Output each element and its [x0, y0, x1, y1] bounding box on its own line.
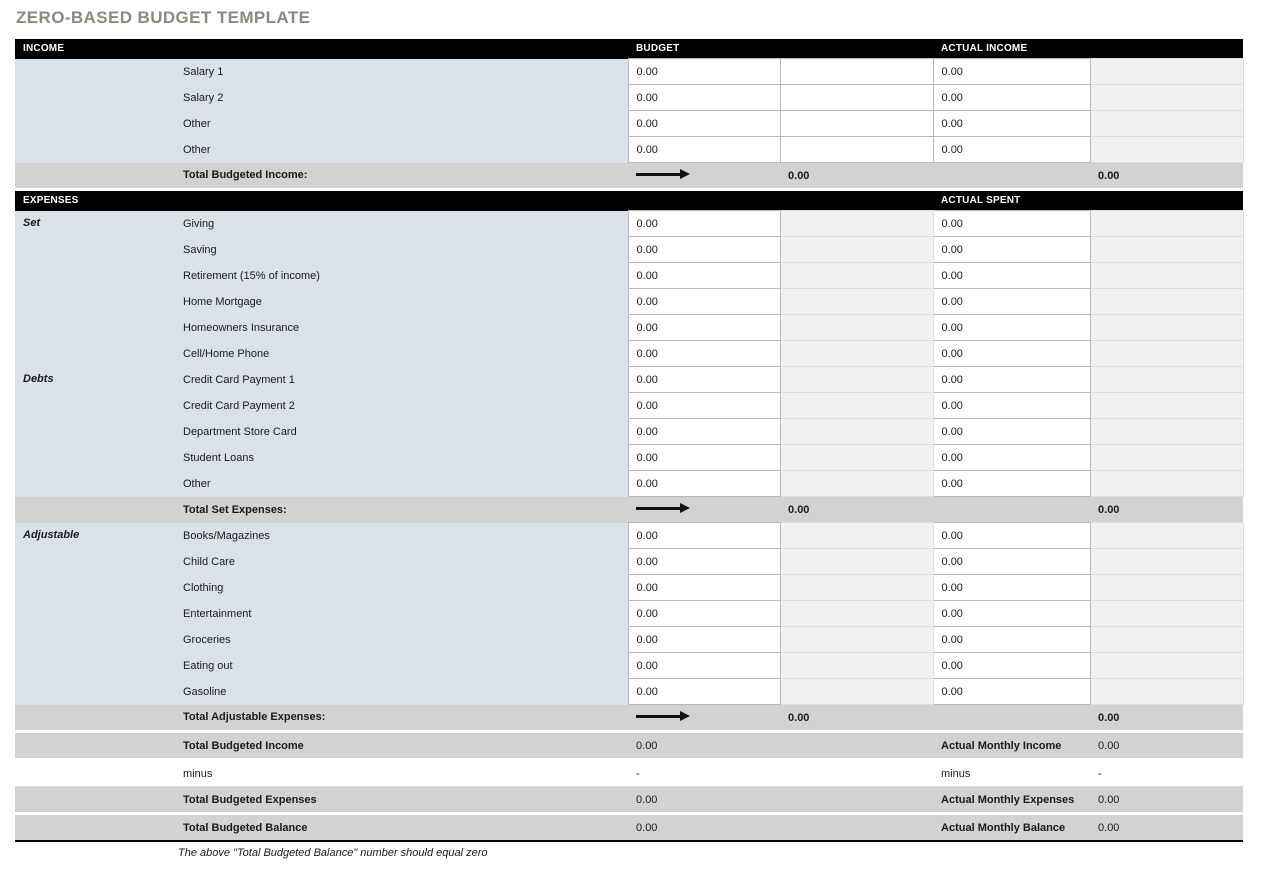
summary-right-label: Actual Monthly Income: [933, 732, 1090, 760]
budget-input-cell[interactable]: 0.00: [628, 59, 780, 85]
expense-item-label: Giving: [175, 211, 628, 237]
expense-row: [15, 211, 1243, 237]
summary-total-row: [15, 814, 1243, 842]
total-spacer-cell: [933, 705, 1090, 732]
spacer-cell: [1090, 549, 1243, 575]
income-category-cell: [15, 111, 175, 137]
expenses-header-bar: [15, 190, 1243, 211]
expense-item-label: Entertainment: [175, 601, 628, 627]
spacer-cell: [780, 315, 933, 341]
spacer-cell: [1090, 575, 1243, 601]
budget-input-cell[interactable]: 0.00: [628, 111, 780, 137]
income-item-label: Other: [175, 137, 628, 163]
spacer-cell: [1090, 289, 1243, 315]
spacer-cell: [1090, 653, 1243, 679]
income-header-label: INCOME: [15, 39, 628, 59]
footnote: The above "Total Budgeted Balance" number should equal zero: [178, 847, 488, 859]
summary-budget-value: 0.00: [628, 814, 780, 842]
income-item-label: Salary 2: [175, 85, 628, 111]
actual-spent-input-cell[interactable]: 0.00: [933, 315, 1090, 341]
actual-income-input-cell[interactable]: 0.00: [933, 59, 1090, 85]
summary-rows-section: [15, 732, 1243, 842]
expense-row: [15, 575, 1243, 601]
spacer-cell: [1090, 471, 1243, 497]
expense-item-label: Books/Magazines: [175, 523, 628, 549]
budget-input-cell[interactable]: 0.00: [628, 85, 780, 111]
expense-row: [15, 419, 1243, 445]
summary-right-label: minus: [933, 760, 1090, 787]
actual-spent-input-cell[interactable]: 0.00: [933, 549, 1090, 575]
budget-column-header: BUDGET: [628, 39, 780, 59]
spacer-cell: [780, 289, 933, 315]
expense-row: [15, 367, 1243, 393]
spacer-cell: [780, 627, 933, 653]
spacer-cell: [1090, 85, 1243, 111]
actual-spent-input-cell[interactable]: 0.00: [933, 471, 1090, 497]
right-arrow-icon: [636, 507, 680, 510]
spacer-cell: [780, 263, 933, 289]
summary-budget-value: 0.00: [628, 787, 780, 814]
bar-spacer: [628, 190, 780, 211]
budget-total-arrow-cell: [628, 497, 780, 523]
summary-spacer-cell: [780, 787, 933, 814]
budget-total-arrow-cell: [628, 163, 780, 190]
expense-item-label: Gasoline: [175, 679, 628, 705]
summary-total-row: [15, 787, 1243, 814]
actual-spent-input-cell[interactable]: 0.00: [933, 237, 1090, 263]
summary-budget-value: 0.00: [628, 732, 780, 760]
summary-spacer-cell: [15, 760, 175, 787]
actual-income-input-cell[interactable]: 0.00: [933, 111, 1090, 137]
spacer-cell: [1090, 601, 1243, 627]
expense-row: [15, 471, 1243, 497]
expense-item-label: Eating out: [175, 653, 628, 679]
summary-spacer-cell: [15, 787, 175, 814]
summary-right-value: -: [1090, 760, 1243, 787]
spacer-cell: [1090, 523, 1243, 549]
income-category-cell: [15, 85, 175, 111]
expense-item-label: Credit Card Payment 2: [175, 393, 628, 419]
budget-input-cell[interactable]: 0.00: [628, 653, 780, 679]
summary-total-row: [15, 732, 1243, 760]
actual-spent-input-cell[interactable]: 0.00: [933, 679, 1090, 705]
income-row: [15, 59, 1243, 85]
bar-spacer: [780, 39, 933, 59]
budget-extra-cell[interactable]: [780, 137, 933, 163]
actual-spent-input-cell[interactable]: 0.00: [933, 367, 1090, 393]
summary-row-label: Total Budgeted Income: [175, 732, 628, 760]
actual-spent-input-cell[interactable]: 0.00: [933, 263, 1090, 289]
budget-input-cell[interactable]: 0.00: [628, 471, 780, 497]
budget-input-cell[interactable]: 0.00: [628, 575, 780, 601]
spacer-cell: [1090, 341, 1243, 367]
right-arrow-icon: [636, 173, 680, 176]
budget-input-cell[interactable]: 0.00: [628, 211, 780, 237]
expense-row: [15, 627, 1243, 653]
actual-spent-input-cell[interactable]: 0.00: [933, 393, 1090, 419]
spacer-cell: [1090, 59, 1243, 85]
total-spacer-cell: [15, 497, 175, 523]
expense-item-label: Child Care: [175, 549, 628, 575]
budget-input-cell[interactable]: 0.00: [628, 263, 780, 289]
summary-right-label: Actual Monthly Balance: [933, 814, 1090, 842]
income-header-section: [15, 39, 1243, 59]
budget-total-arrow-cell: [628, 705, 780, 732]
income-item-label: Salary 1: [175, 59, 628, 85]
right-arrow-icon: [636, 715, 680, 718]
spacer-cell: [1090, 419, 1243, 445]
expense-row: [15, 315, 1243, 341]
budget-input-cell[interactable]: 0.00: [628, 315, 780, 341]
actual-total-value: 0.00: [1090, 497, 1243, 523]
spacer-cell: [1090, 679, 1243, 705]
spacer-cell: [780, 341, 933, 367]
expense-row: [15, 679, 1243, 705]
total-row-label: Total Budgeted Income:: [175, 163, 628, 190]
summary-spacer-cell: [780, 732, 933, 760]
spacer-cell: [1090, 393, 1243, 419]
expense-row: [15, 263, 1243, 289]
expense-row: [15, 393, 1243, 419]
actual-spent-input-cell[interactable]: 0.00: [933, 523, 1090, 549]
total-spacer-cell: [933, 163, 1090, 190]
spacer-cell: [1090, 315, 1243, 341]
spacer-cell: [780, 419, 933, 445]
actual-spent-input-cell[interactable]: 0.00: [933, 627, 1090, 653]
expense-row: [15, 289, 1243, 315]
spacer-cell: [1090, 367, 1243, 393]
summary-minus-row: [15, 760, 1243, 787]
spacer-cell: [780, 471, 933, 497]
page-title: ZERO-BASED BUDGET TEMPLATE: [16, 8, 311, 27]
actual-spent-input-cell[interactable]: 0.00: [933, 601, 1090, 627]
expense-row: [15, 341, 1243, 367]
spacer-cell: [780, 601, 933, 627]
expense-row: [15, 549, 1243, 575]
spacer-cell: [780, 367, 933, 393]
budget-input-cell[interactable]: 0.00: [628, 367, 780, 393]
summary-spacer-cell: [15, 732, 175, 760]
bar-spacer: [1090, 39, 1243, 59]
income-row: [15, 111, 1243, 137]
budget-total-value: 0.00: [780, 163, 933, 190]
actual-spent-input-cell[interactable]: 0.00: [933, 419, 1090, 445]
summary-row-label: Total Budgeted Expenses: [175, 787, 628, 814]
budget-input-cell[interactable]: 0.00: [628, 341, 780, 367]
income-item-label: Other: [175, 111, 628, 137]
spacer-cell: [780, 393, 933, 419]
expense-item-label: Cell/Home Phone: [175, 341, 628, 367]
expense-category-label: Set: [15, 211, 175, 367]
actual-spent-column-header: ACTUAL SPENT: [933, 190, 1090, 211]
expense-item-label: Saving: [175, 237, 628, 263]
spacer-cell: [1090, 237, 1243, 263]
expense-item-label: Other: [175, 471, 628, 497]
summary-right-label: Actual Monthly Expenses: [933, 787, 1090, 814]
expense-row: [15, 237, 1243, 263]
income-row: [15, 85, 1243, 111]
summary-row-label: Total Budgeted Balance: [175, 814, 628, 842]
income-total-row: [15, 163, 1243, 190]
bar-spacer: [780, 190, 933, 211]
expense-category-label: Adjustable: [15, 523, 175, 705]
bar-spacer: [1090, 190, 1243, 211]
expense-item-label: Retirement (15% of income): [175, 263, 628, 289]
actual-spent-input-cell[interactable]: 0.00: [933, 445, 1090, 471]
expense-rows-section: [15, 211, 1243, 732]
actual-spent-input-cell[interactable]: 0.00: [933, 653, 1090, 679]
actual-spent-input-cell[interactable]: 0.00: [933, 341, 1090, 367]
budget-input-cell[interactable]: 0.00: [628, 237, 780, 263]
income-rows-section: [15, 59, 1243, 190]
expenses-header-section: [15, 190, 1243, 211]
spacer-cell: [780, 211, 933, 237]
budget-input-cell[interactable]: 0.00: [628, 419, 780, 445]
actual-spent-input-cell[interactable]: 0.00: [933, 211, 1090, 237]
budget-total-value: 0.00: [780, 705, 933, 732]
spacer-cell: [780, 575, 933, 601]
budget-extra-cell[interactable]: [780, 59, 933, 85]
expense-row: [15, 653, 1243, 679]
summary-spacer-cell: [15, 814, 175, 842]
expense-item-label: Department Store Card: [175, 419, 628, 445]
expense-item-label: Home Mortgage: [175, 289, 628, 315]
budget-input-cell[interactable]: 0.00: [628, 289, 780, 315]
spacer-cell: [1090, 137, 1243, 163]
expense-row: [15, 523, 1243, 549]
budget-input-cell[interactable]: 0.00: [628, 445, 780, 471]
summary-budget-value: -: [628, 760, 780, 787]
spacer-cell: [1090, 111, 1243, 137]
budget-input-cell[interactable]: 0.00: [628, 679, 780, 705]
budget-input-cell[interactable]: 0.00: [628, 523, 780, 549]
spacer-cell: [1090, 211, 1243, 237]
budget-extra-cell[interactable]: [780, 85, 933, 111]
budget-input-cell[interactable]: 0.00: [628, 393, 780, 419]
spacer-cell: [780, 679, 933, 705]
summary-row-label: minus: [175, 760, 628, 787]
expense-item-label: Homeowners Insurance: [175, 315, 628, 341]
actual-total-value: 0.00: [1090, 705, 1243, 732]
budget-input-cell[interactable]: 0.00: [628, 627, 780, 653]
income-header-bar: [15, 39, 1243, 59]
actual-income-input-cell[interactable]: 0.00: [933, 85, 1090, 111]
expense-row: [15, 601, 1243, 627]
income-row: [15, 137, 1243, 163]
income-category-cell: [15, 59, 175, 85]
budget-input-cell[interactable]: 0.00: [628, 137, 780, 163]
expense-item-label: Credit Card Payment 1: [175, 367, 628, 393]
expense-item-label: Clothing: [175, 575, 628, 601]
spacer-cell: [780, 237, 933, 263]
summary-spacer-cell: [780, 814, 933, 842]
spacer-cell: [780, 653, 933, 679]
actual-spent-input-cell[interactable]: 0.00: [933, 289, 1090, 315]
summary-right-value: 0.00: [1090, 732, 1243, 760]
budget-input-cell[interactable]: 0.00: [628, 549, 780, 575]
spacer-cell: [1090, 445, 1243, 471]
budget-table: [15, 39, 1244, 842]
expense-item-label: Student Loans: [175, 445, 628, 471]
spacer-cell: [780, 549, 933, 575]
actual-income-input-cell[interactable]: 0.00: [933, 137, 1090, 163]
expense-item-label: Groceries: [175, 627, 628, 653]
income-category-cell: [15, 137, 175, 163]
summary-spacer-cell: [780, 760, 933, 787]
summary-right-value: 0.00: [1090, 787, 1243, 814]
summary-right-value: 0.00: [1090, 814, 1243, 842]
expenses-total-row: [15, 705, 1243, 732]
spacer-cell: [1090, 263, 1243, 289]
expenses-header-label: EXPENSES: [15, 190, 628, 211]
total-row-label: Total Set Expenses:: [175, 497, 628, 523]
expense-category-label: Debts: [15, 367, 175, 497]
expense-row: [15, 445, 1243, 471]
total-spacer-cell: [15, 705, 175, 732]
budget-total-value: 0.00: [780, 497, 933, 523]
total-spacer-cell: [933, 497, 1090, 523]
budget-input-cell[interactable]: 0.00: [628, 601, 780, 627]
actual-spent-input-cell[interactable]: 0.00: [933, 575, 1090, 601]
total-row-label: Total Adjustable Expenses:: [175, 705, 628, 732]
spacer-cell: [780, 445, 933, 471]
budget-extra-cell[interactable]: [780, 111, 933, 137]
total-spacer-cell: [15, 163, 175, 190]
actual-income-column-header: ACTUAL INCOME: [933, 39, 1090, 59]
spacer-cell: [780, 523, 933, 549]
actual-total-value: 0.00: [1090, 163, 1243, 190]
expenses-total-row: [15, 497, 1243, 523]
spacer-cell: [1090, 627, 1243, 653]
